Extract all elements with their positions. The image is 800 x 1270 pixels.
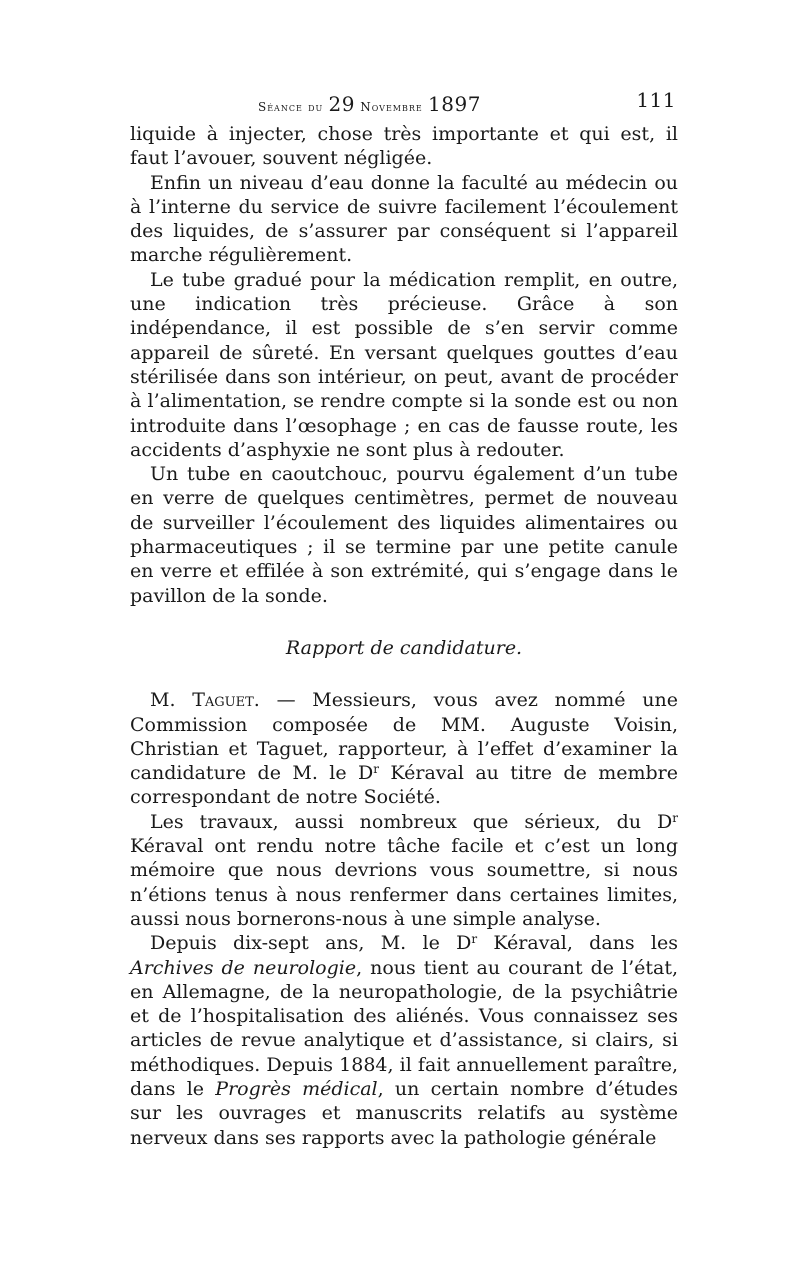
travaux-part-1: Les travaux, aussi nombreux que sérieux, du D [150, 810, 673, 833]
journal-title-archives: Archives de neurologie [130, 956, 357, 979]
speech-opening: — Messieurs, vous avez nommé une Commission composée de MM. Auguste Voisin, Christian et Taguet, rapporteur, à l’effet d’examiner la candidature de M. le D [130, 689, 678, 785]
depuis-part-1: Depuis dix-sept ans, M. le D [150, 932, 472, 955]
running-title-year: 1897 [428, 92, 481, 116]
page-number: 111 [636, 88, 676, 112]
depuis-part-2: Kéraval, dans les [477, 932, 678, 955]
paragraph-continuation: liquide à injecter, chose très importante et qui est, il faut l’avouer, souvent négligée. [130, 123, 678, 170]
running-title-word-1: Séance [258, 100, 303, 114]
travaux-part-2: Kéraval ont rendu notre tâche facile et c’est un long mémoire que nous devrions vous soumettre, si nous n’étions tenus à nous renfermer dans certaines limites, aussi nous bornerons-nous à une simple analyse. [130, 835, 678, 930]
paragraph-speech [130, 688, 678, 809]
doctor-superscript: r [373, 762, 380, 777]
running-title-word-2: du [308, 100, 324, 114]
speaker-prefix: M. [150, 689, 176, 712]
running-title [258, 92, 481, 116]
doctor-superscript: r [672, 810, 678, 825]
speech-opening-end: Kéraval au titre de membre correspondant de notre Société. [130, 762, 678, 809]
paragraph-travaux [130, 810, 678, 931]
paragraph-niveau-eau: Enfin un niveau d’eau donne la faculté au médecin ou à l’interne du service de suivre facilement l’écoulement des liquides, de s’assurer par conséquent si l’appareil marche régulièrement. [130, 171, 678, 267]
page-header [130, 88, 678, 122]
depuis-part-4: , un certain nombre d’études sur les ouvrages et manuscrits relatifs au système nerveux dans ses rapports avec la pathologie générale [130, 1077, 678, 1149]
depuis-part-3: , nous tient au courant de l’état, en Allemagne, de la neuropathologie, de la psychiâtrie et de l’hospitalisation des aliénés. Vous connaissez ses articles de revue analytique et d’assistance, si clairs, si méthodiques. Depuis 1884, il fait annuellement paraître, dans le [130, 956, 678, 1100]
paragraph-tube-caoutchouc: Un tube en caoutchouc, pourvu également d’un tube en verre de quelques centimètres, permet de nouveau de surveiller l’écoulement des liquides alimentaires ou pharmaceutiques ; il se termine par une petite canule en verre et effilée à son extrémité, qui s’engage dans le pavillon de la sonde. [130, 463, 678, 607]
paragraph-tube-gradue: Le tube gradué pour la médication remplit, en outre, une indication très précieuse. Grâce à son indépendance, il est possible de s’en servir comme appareil de sûreté. En versant quelques gouttes d’eau stérilisée dans son intérieur, on peut, avant de procéder à l’alimentation, se rendre compte si la sonde est ou non introduite dans l’œsophage ; en cas de fausse route, les accidents d’asphyxie ne sont plus à redouter. [130, 268, 678, 461]
book-page [130, 88, 678, 1150]
speaker-name: Taguet. [192, 689, 260, 712]
body-text [130, 122, 678, 1150]
running-title-month: Novembre [360, 100, 423, 114]
running-title-day: 29 [328, 92, 355, 116]
doctor-superscript: r [471, 932, 478, 947]
journal-title-progres: Progrès médical [215, 1077, 378, 1100]
paragraph-depuis [130, 931, 678, 1150]
section-heading: Rapport de candidature. [285, 636, 523, 659]
